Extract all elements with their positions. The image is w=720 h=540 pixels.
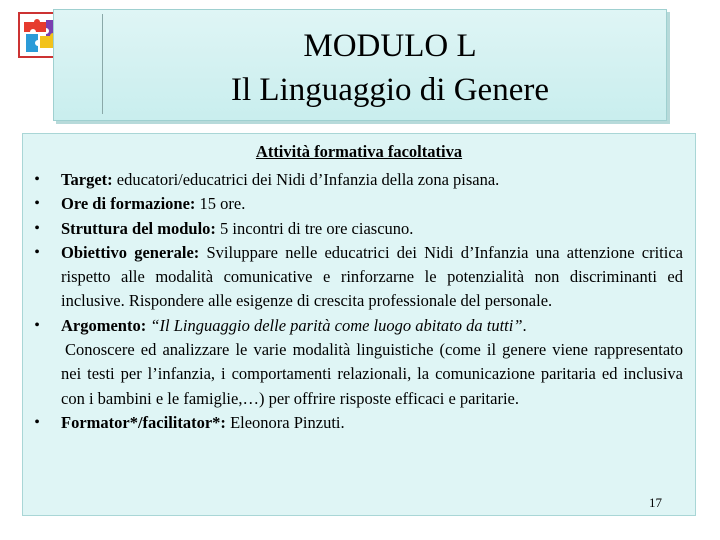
list-item-objective xyxy=(31,241,683,314)
section-heading: Attività formativa facoltativa xyxy=(255,142,463,161)
slide-title xyxy=(114,24,666,112)
item-text: Sviluppare nelle educatrici dei Nidi d’Infanzia una attenzione critica rispetto alle modalità comunicative e rinforzarne le potenzialità non discriminanti ed inclusive. Rispondere alle esigenze di crescita professionale del personale. xyxy=(61,242,683,311)
list-item-target xyxy=(31,168,683,192)
item-label: Struttura del modulo: xyxy=(61,218,216,238)
bullet-icon: • xyxy=(34,195,40,213)
item-text: Eleonora Pinzuti. xyxy=(225,412,345,432)
title-line-1: MODULO L xyxy=(303,28,477,64)
item-label: Argomento: xyxy=(61,315,147,335)
topic-description: Conoscere ed analizzare le varie modalità linguistiche (come il genere viene rappresentato nei testi per l’infanzia, i comportamenti relazionali, la comunicazione paritaria ed inclusiva con i bambini e le famiglie,…) per offrire risposte efficaci e paritarie. xyxy=(61,340,683,408)
item-label: Formator*/facilitator*: xyxy=(61,412,226,432)
item-label: Obiettivo generale: xyxy=(61,242,200,262)
list-item-trainer xyxy=(31,411,683,435)
item-label: Ore di formazione: xyxy=(61,194,196,214)
item-text: 15 ore. xyxy=(195,194,246,214)
title-panel xyxy=(53,9,667,121)
item-label: Target: xyxy=(61,170,113,189)
item-italic-quote: “Il Linguaggio delle parità come luogo abitato da tutti” xyxy=(150,315,523,335)
item-text: educatori/educatrici dei Nidi d’Infanzia della zona pisana. xyxy=(112,170,500,189)
item-text: 5 incontri di tre ore ciascuno. xyxy=(215,218,414,238)
content-panel xyxy=(22,133,696,516)
list-item-structure xyxy=(31,217,683,241)
bullet-icon: • xyxy=(34,171,40,188)
bullet-icon: • xyxy=(34,243,40,261)
page-number: 17 xyxy=(649,495,662,510)
bullet-icon: • xyxy=(34,316,40,334)
title-line-2: Il Linguaggio di Genere xyxy=(231,72,549,108)
bullet-icon: • xyxy=(34,219,40,237)
bullet-icon: • xyxy=(34,413,40,431)
list-item-topic xyxy=(31,314,683,338)
bullet-list xyxy=(31,168,683,435)
item-tail: . xyxy=(522,315,527,335)
list-item-hours xyxy=(31,192,683,216)
title-divider xyxy=(102,14,103,114)
